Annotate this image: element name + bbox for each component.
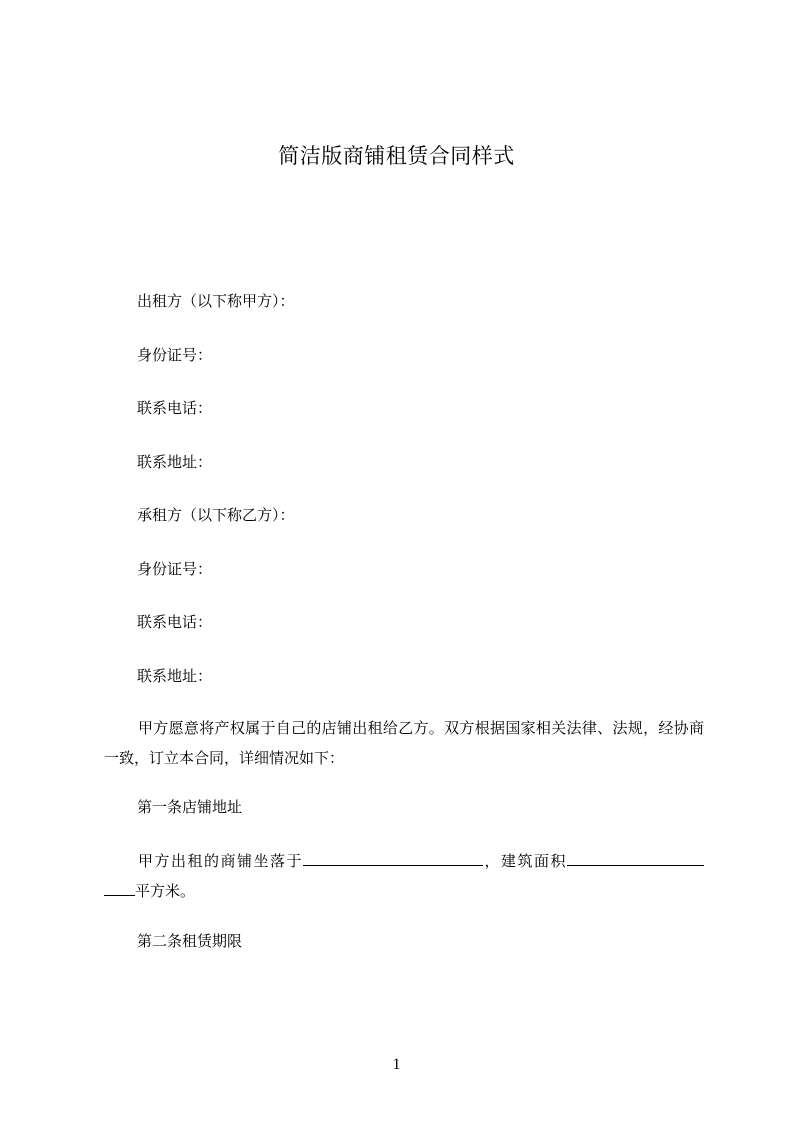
lessee-id-label: 身份证号： bbox=[137, 560, 213, 578]
lessor-heading: 出租方（以下称甲方）： bbox=[137, 292, 295, 310]
area-blank-continued bbox=[104, 879, 135, 896]
document-title: 简洁版商铺租赁合同样式 bbox=[278, 144, 515, 168]
intro-paragraph: 甲方愿意将产权属于自己的店铺出租给乙方。双方根据国家相关法律、法规，经协商一致，订立本合同，详细情况如下： bbox=[104, 719, 704, 767]
article-1-text-part-2: ，建筑面积 bbox=[482, 852, 567, 870]
lessor-id-label: 身份证号： bbox=[137, 346, 213, 364]
lessee-phone-label: 联系电话： bbox=[137, 613, 213, 631]
location-blank bbox=[303, 849, 483, 866]
lessee-address-label: 联系地址： bbox=[137, 667, 213, 685]
article-2-heading: 第二条租赁期限 bbox=[137, 932, 243, 950]
page-number: 1 bbox=[392, 1056, 401, 1073]
article-1-text-part-3: 平方米。 bbox=[135, 882, 196, 900]
area-blank bbox=[567, 849, 704, 866]
article-1-paragraph bbox=[104, 846, 704, 906]
article-1-heading: 第一条店铺地址 bbox=[137, 798, 243, 816]
lessee-heading: 承租方（以下称乙方）： bbox=[137, 506, 295, 524]
lessor-address-label: 联系地址： bbox=[137, 453, 213, 471]
article-1-text-part-1: 甲方出租的商铺坐落于 bbox=[138, 852, 303, 870]
lessor-phone-label: 联系电话： bbox=[137, 399, 213, 417]
